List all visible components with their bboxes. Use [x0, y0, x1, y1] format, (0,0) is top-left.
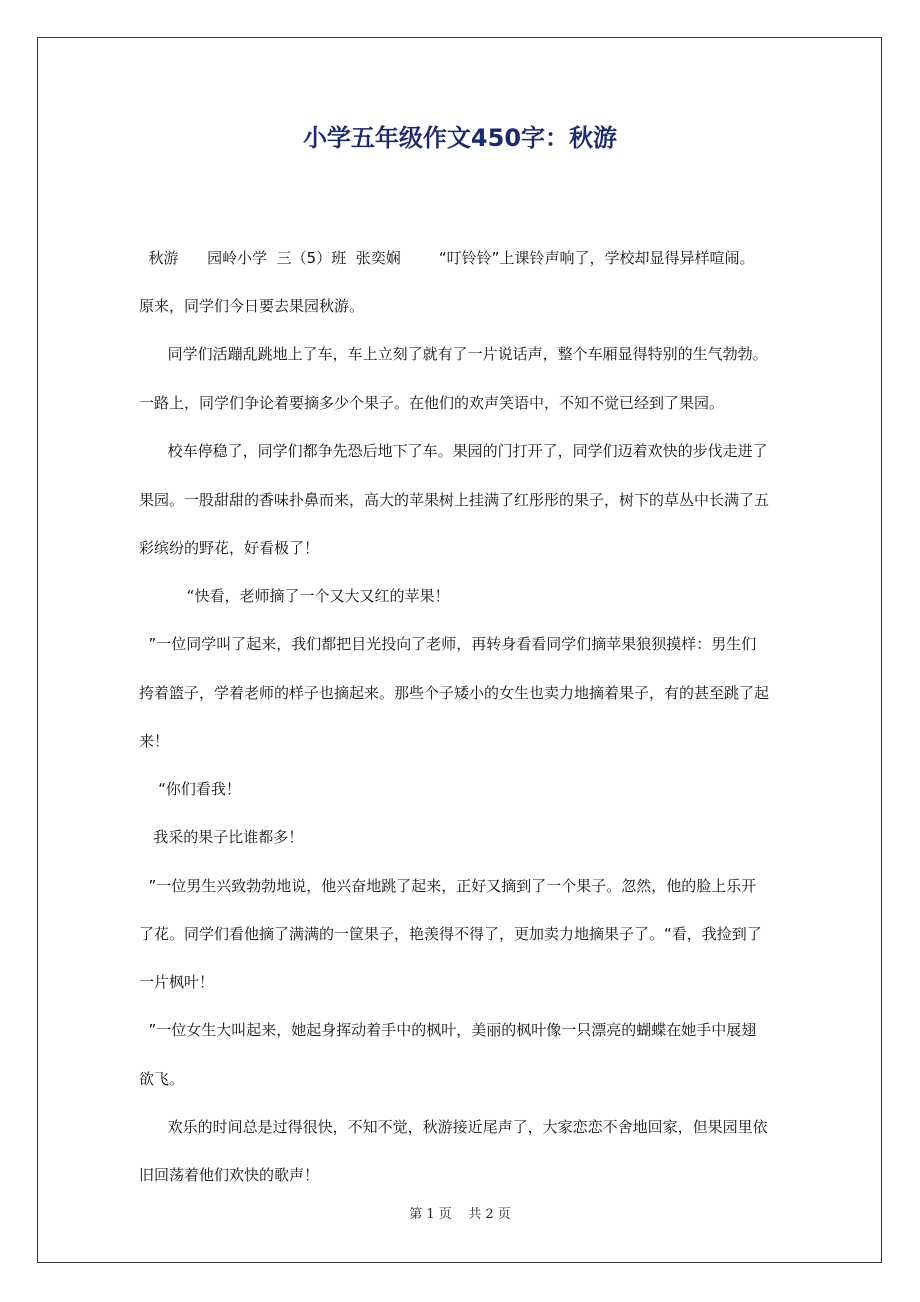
body-line: 原来，同学们今日要去果园秋游。 [139, 297, 365, 315]
body-line: 同学们活蹦乱跳地上了车，车上立刻了就有了一片说话声，整个车厢显得特别的生气勃勃。 [139, 345, 768, 363]
body-line: 我采的果子比谁都多！ [139, 828, 304, 846]
page-number: 第 1 页 共 2 页 [409, 1207, 511, 1222]
body-line: 旧回荡着他们欢快的歌声！ [139, 1166, 320, 1184]
body-line: 了花。同学们看他摘了满满的一筐果子，艳羡得不得了，更加卖力地摘果子了。“看，我捡到了 [139, 925, 762, 943]
body-line: 秋游 园岭小学 三（5）班 张奕娴 “叮铃铃”上课铃声响了，学校却显得异样喧闹。 [139, 249, 755, 267]
body-line: 一路上，同学们争论着要摘多少个果子。在他们的欢声笑语中，不知不觉已经到了果园。 [139, 394, 725, 412]
body-line: 一片枫叶！ [139, 973, 215, 991]
document-title: 小学五年级作文450字：秋游 [302, 124, 618, 152]
body-line: ”一位同学叫了起来，我们都把目光投向了老师，再转身看看同学们摘苹果狼狈摸样：男生们 [139, 635, 757, 653]
body-line: “你们看我！ [139, 780, 241, 798]
body-line: 果园。一股甜甜的香味扑鼻而来，高大的苹果树上挂满了红彤彤的果子，树下的草丛中长满了五 [139, 491, 770, 509]
body-line: 校车停稳了，同学们都争先恐后地下了车。果园的门打开了，同学们迈着欢快的步伐走进了 [139, 442, 768, 460]
body-line: “快看，老师摘了一个又大又红的苹果！ [139, 587, 450, 605]
body-line: 来！ [139, 732, 170, 750]
body-line: 欲飞。 [139, 1070, 185, 1088]
body-line: ”一位男生兴致勃勃地说，他兴奋地跳了起来，正好又摘到了一个果子。忽然，他的脸上乐开 [139, 877, 757, 895]
body-line: ”一位女生大叫起来，她起身挥动着手中的枫叶，美丽的枫叶像一只漂亮的蝴蝶在她手中展翅 [139, 1021, 757, 1039]
body-line: 欢乐的时间总是过得很快，不知不觉，秋游接近尾声了，大家恋恋不舍地回家，但果园里依 [139, 1118, 768, 1136]
body-line: 彩缤纷的野花，好看极了！ [139, 539, 320, 557]
body-line: 挎着篮子，学着老师的样子也摘起来。那些个子矮小的女生也卖力地摘着果子，有的甚至跳了起 [139, 684, 770, 702]
